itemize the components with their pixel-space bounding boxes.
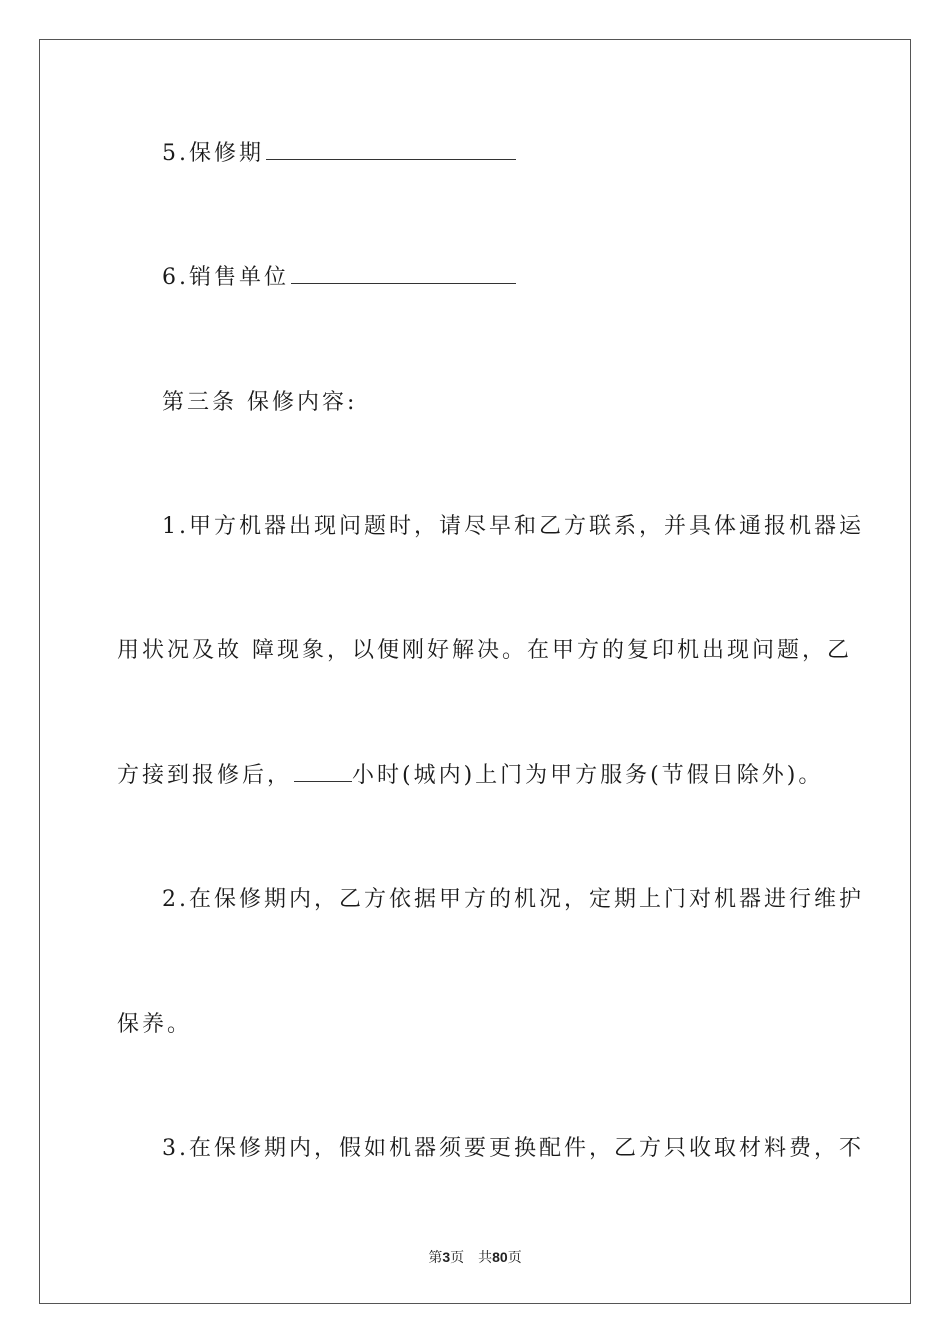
paragraph-line: 用状况及故 障现象，以便刚好解决。在甲方的复印机出现问题，乙 (117, 638, 852, 663)
paragraph-line: 2.在保修期内，乙方依据甲方的机况，定期上门对机器进行维护 (162, 887, 864, 912)
warranty-period-label: 5.保修期 (162, 141, 264, 166)
footer-text: 页 (507, 1250, 522, 1266)
seller-blank (291, 263, 516, 284)
seller-line (162, 260, 516, 291)
warranty-period-blank (266, 139, 516, 160)
paragraph-line: 1.甲方机器出现问题时，请尽早和乙方联系，并具体通报机器运 (162, 514, 864, 539)
paragraph-line (117, 758, 823, 789)
paragraph-text: 方接到报修后， (117, 763, 293, 788)
footer-text: 第 (428, 1250, 443, 1266)
paragraph-line: 3.在保修期内，假如机器须要更换配件，乙方只收取材料费，不 (162, 1136, 864, 1161)
page-total: 80 (492, 1249, 508, 1265)
page-footer (0, 1247, 950, 1267)
paragraph-line: 保养。 (117, 1012, 193, 1037)
warranty-period-line (162, 136, 516, 167)
footer-text: 页 共 (450, 1250, 493, 1266)
page-current: 3 (442, 1249, 451, 1265)
section-heading: 第三条 保修内容: (162, 390, 358, 415)
page-border (39, 39, 911, 1304)
hours-blank (294, 761, 352, 782)
paragraph-text: 小时(城内)上门为甲方服务(节假日除外)。 (352, 763, 824, 788)
seller-label: 6.销售单位 (162, 265, 289, 290)
